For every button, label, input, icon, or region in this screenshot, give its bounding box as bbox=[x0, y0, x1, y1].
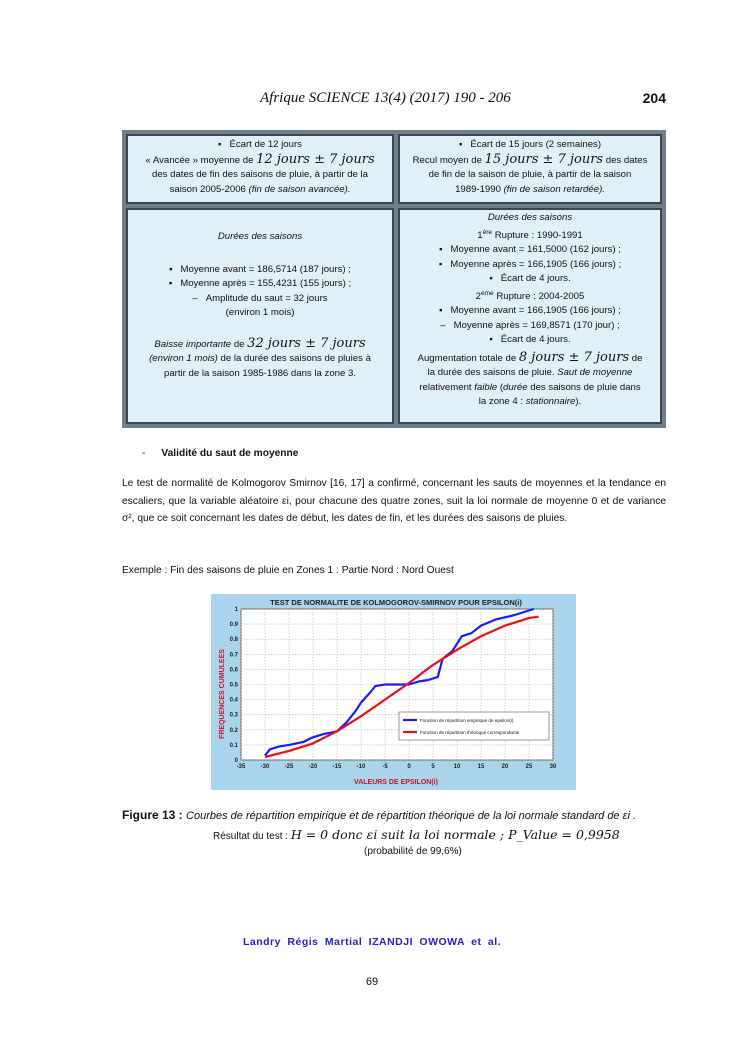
x-tick-label: 10 bbox=[453, 764, 461, 770]
x-tick-label: -10 bbox=[356, 764, 366, 770]
section-bullet: - Validité du saut de moyenne bbox=[142, 448, 299, 459]
y-tick-label: 1 bbox=[234, 607, 238, 613]
legend-label: Fonction de répartition théorique correspondante bbox=[420, 730, 520, 735]
y-tick-label: 0 bbox=[234, 758, 238, 764]
x-tick-label: 20 bbox=[501, 764, 509, 770]
legend-box bbox=[399, 712, 549, 740]
x-tick-label: -30 bbox=[260, 764, 270, 770]
journal-page-number: 204 bbox=[642, 90, 666, 106]
y-tick-label: 0.4 bbox=[229, 697, 238, 704]
y-tick-label: 0.8 bbox=[229, 637, 238, 644]
chart-title: TEST DE NORMALITE DE KOLMOGOROV-SMIRNOV POUR EPSILON(i) bbox=[270, 598, 522, 607]
chart-ylabel: FREQUENCES CUMULEES bbox=[219, 649, 226, 739]
table-cell-zone3-end: ▪ Écart de 12 jours « Avancée » moyenne de 12 jours ± 7 jours des dates de fin des saisons de pluie, à partir de la saison 2005-2006 (fin de saison avancée). bbox=[126, 134, 394, 204]
x-tick-label: -20 bbox=[308, 764, 318, 770]
y-tick-label: 0.1 bbox=[229, 742, 238, 749]
footer-page-number: 69 bbox=[365, 976, 379, 988]
body-paragraph: Le test de normalité de Kolmogorov Smirnov [16, 17] a confirmé, concernant les sauts de moyennes et la tendance en escaliers, que la variable aléatoire εi, pour chacune des quatre zones, suit la loi normale de moyenne 0 et de variance σ², que ce soit concernant les dates de début, les dates de fin, et les durées des saisons de pluies. bbox=[122, 478, 666, 524]
y-tick-label: 0.5 bbox=[229, 682, 238, 689]
example-line: Exemple : Fin des saisons de pluie en Zones 1 : Partie Nord : Nord Ouest bbox=[122, 565, 454, 576]
test-result: Résultat du test : H = 0 donc εi suit la loi normale ; P_Value = 0,9958 bbox=[213, 827, 620, 842]
ks-chart-svg bbox=[211, 594, 576, 790]
probability: (probabilité de 99,6%) bbox=[364, 846, 462, 857]
y-tick-label: 0.7 bbox=[229, 652, 238, 659]
ks-chart bbox=[211, 594, 576, 790]
y-tick-label: 0.6 bbox=[229, 667, 238, 674]
y-tick-label: 0.3 bbox=[229, 712, 238, 719]
x-tick-label: 5 bbox=[431, 764, 435, 770]
journal-title: Afrique SCIENCE 13(4) (2017) 190 - 206 bbox=[260, 90, 511, 106]
y-tick-label: 0.9 bbox=[229, 622, 238, 629]
x-tick-label: 30 bbox=[549, 764, 557, 770]
x-tick-label: 25 bbox=[525, 764, 533, 770]
legend-label: Fonction de répartition empirique de epsilon(i) bbox=[420, 718, 514, 723]
results-table bbox=[122, 130, 666, 428]
table-cell-zone4-end: ▪ Écart de 15 jours (2 semaines) Recul moyen de 15 jours ± 7 jours des dates de fin de la saison de pluie, à partir de la saison 1989-1990 (fin de saison retardée). bbox=[398, 134, 662, 204]
x-tick-label: -5 bbox=[382, 764, 388, 770]
chart-legend bbox=[399, 712, 549, 740]
x-tick-label: 15 bbox=[477, 764, 485, 770]
x-tick-label: 0 bbox=[407, 764, 411, 770]
table-cell-zone4-duration: Durées des saisons 1ère Rupture : 1990-1991 ▪ Moyenne avant = 161,5000 (162 jours) ; ▪ Moyenne après = 166,1905 (166 jours) ; ▪ Écart de 4 jours. 2ème Rupture : 2004-2005 ▪ Moyenne avant = 166,1905 (166 jours) ; – Moyenne après = 169,8571 (170 jour) ; ▪ Écart de 4 jours. Augmentation totale de 8 jours ± 7 jours de la durée des saisons de pluie. Saut de moyenne relativement faible (durée des saisons de pluie dans la zone 4 : stationnaire). bbox=[398, 208, 662, 424]
footer-authors: Landry Régis Martial IZANDJI OWOWA et al. bbox=[242, 936, 502, 948]
chart-xlabel: VALEURS DE EPSILON(i) bbox=[354, 779, 438, 786]
x-tick-label: -35 bbox=[236, 764, 246, 770]
figure-caption: Figure 13 : Courbes de répartition empirique et de répartition théorique de la loi normale standard de εi . bbox=[122, 808, 637, 822]
running-header bbox=[122, 90, 666, 110]
x-tick-label: -25 bbox=[284, 764, 294, 770]
table-cell-zone3-duration: Durées des saisons ▪ Moyenne avant = 186,5714 (187 jours) ; ▪ Moyenne après = 155,4231 (155 jours) ; – Amplitude du saut = 32 jours (environ 1 mois) Baisse importante de 32 jours ± 7 jours (environ 1 mois) de la durée des saisons de pluies à partir de la saison 1985-1986 dans la zone 3. bbox=[126, 208, 394, 424]
x-tick-label: -15 bbox=[332, 764, 342, 770]
y-tick-label: 0.2 bbox=[229, 727, 238, 734]
